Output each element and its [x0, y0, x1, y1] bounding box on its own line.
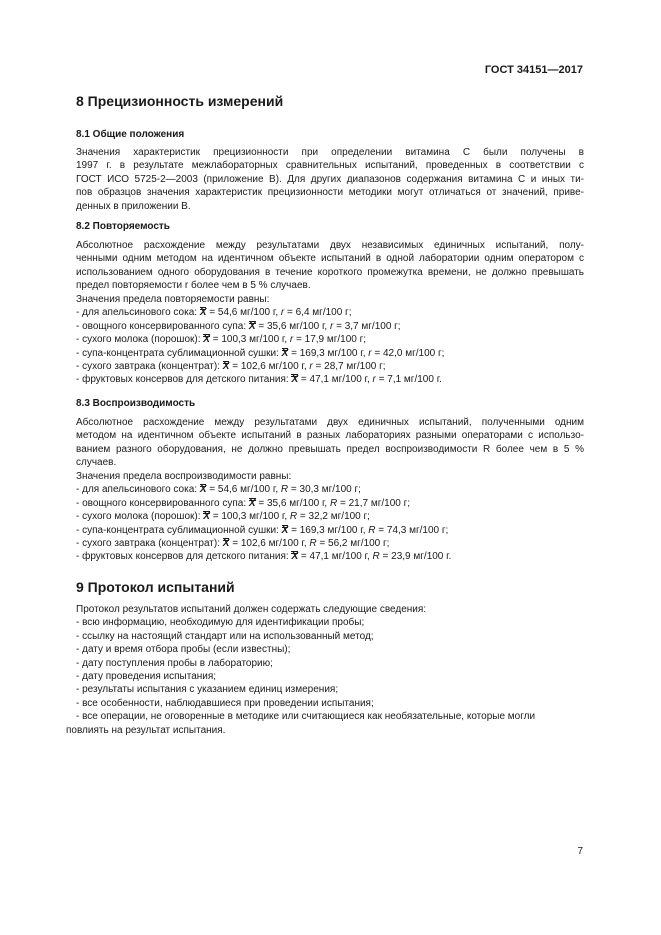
mean-x-symbol: X [281, 347, 289, 359]
section-8-2-text [76, 239, 584, 293]
section-8-title: 8 Прецизионность измерений [76, 93, 284, 109]
limit-symbol: r [280, 307, 285, 319]
list-item: - все операции, не оговоренные в методике или считающиеся как необязательные, которые могли [76, 711, 536, 723]
list-item [76, 510, 584, 523]
page-number: 7 [577, 846, 583, 857]
list-item: - дату проведения испытания; [76, 671, 217, 683]
mean-value: = 35,6 мг/100 г, [258, 497, 330, 509]
section-8-3-text [76, 416, 584, 470]
limit-symbol: r [372, 374, 376, 386]
limit-value: = 56,2 мг/100 г; [316, 538, 390, 550]
standard-code: ГОСТ 34151—2017 [484, 64, 583, 76]
limit-value: = 21,7 мг/100 г; [337, 497, 411, 509]
list-intro: Протокол результатов испытаний должен содержать следующие сведения: [76, 604, 427, 615]
limit-symbol: R [368, 524, 376, 536]
limit-value: = 74,3 мг/100 г; [375, 524, 449, 536]
list-intro: Значения предела воспроизводимости равны: [76, 471, 292, 482]
list-item [76, 537, 584, 550]
list-item [76, 347, 584, 360]
list-item: - результаты испытания с указанием единиц измерения; [76, 684, 339, 696]
limit-value: = 28,7 мг/100 г; [312, 361, 386, 373]
text-line: ванием разного оборудования, не должно превышать предел воспроизводимости R более чем в 5 % [76, 443, 584, 455]
list-item: - дату поступления пробы в лабораторию; [76, 657, 273, 669]
list-item [76, 333, 584, 346]
limit-value: = 3,7 мг/100 г; [333, 320, 401, 332]
mean-x-symbol: X [281, 524, 289, 536]
mean-value: = 54,6 мг/100 г, [209, 307, 281, 319]
text-line: Абсолютное расхождение между результатами двух независимых единичных испытаний, полу- [76, 240, 584, 251]
mean-value: = 54,6 мг/100 г, [209, 484, 281, 496]
text-line: пов образцов значения характеристик прецизионности методики могут отличаться от значений, приве- [76, 187, 584, 199]
mean-x-symbol: X [222, 361, 230, 373]
protocol-list [66, 603, 584, 737]
limit-value: = 23,9 мг/100 г. [379, 551, 452, 563]
list-item [76, 360, 584, 373]
list-intro: Значения предела повторяемости равны: [76, 294, 270, 305]
limit-value: = 7,1 мг/100 г. [375, 374, 442, 386]
text-line: 1997 г. в результате межлабораторных сравнительных испытаний, проведенных в соответствии с [76, 160, 584, 172]
item-label: - овощного консервированного супа: [76, 320, 249, 332]
mean-value: = 47,1 мг/100 г, [300, 551, 373, 563]
limit-value: = 32,2 мг/100 г; [297, 511, 370, 523]
reproducibility-list [76, 470, 584, 564]
mean-value: = 169,3 мг/100 г, [291, 347, 369, 359]
item-label: - овощного консервированного супа: [76, 497, 249, 509]
mean-value: = 100,3 мг/100 г, [212, 511, 290, 523]
mean-x-symbol: X [203, 511, 210, 523]
text-line: Абсолютное расхождение между результатами двух единичных испытаний, полученными одним [76, 417, 584, 428]
list-item: - дату и время отбора пробы (если известны); [76, 644, 291, 656]
text-line: методом на идентичном объекте испытаний в разных лабораториях разными операторами с использо- [76, 430, 584, 442]
limit-symbol: R [309, 538, 317, 550]
item-label: - сухого молока (порошок): [76, 511, 204, 523]
item-label: - фруктовых консервов для детского питания: [76, 551, 292, 563]
mean-x-symbol: X [248, 497, 256, 509]
text-line: предел повторяемости r более чем в 5 % случаев. [76, 280, 311, 292]
list-item-continuation: повлиять на результат испытания. [66, 724, 226, 736]
limit-value: = 6,4 мг/100 г; [284, 307, 352, 319]
mean-value: = 102,6 мг/100 г, [232, 538, 310, 550]
mean-x-symbol: X [199, 484, 207, 496]
limit-symbol: R [372, 551, 380, 563]
list-item [76, 483, 584, 496]
limit-symbol: r [289, 334, 294, 346]
item-label: - сухого завтрака (концентрат): [76, 361, 223, 373]
mean-x-symbol: X [291, 374, 299, 386]
list-item [76, 306, 584, 319]
list-item: - ссылку на настоящий стандарт или на использованный метод; [76, 630, 374, 642]
limit-symbol: r [329, 320, 334, 332]
mean-x-symbol: X [248, 320, 256, 332]
limit-symbol: r [368, 347, 372, 359]
item-label: - сухого завтрака (концентрат): [76, 538, 223, 550]
mean-x-symbol: X [222, 538, 230, 550]
item-label: - супа-концентрата сублимационной сушки: [76, 347, 282, 359]
list-item: - всю информацию, необходимую для идентификации пробы; [76, 617, 365, 629]
item-label: - фруктовых консервов для детского питания: [76, 374, 292, 386]
text-line: денных в приложении В. [76, 200, 191, 212]
text-line: ченными одним методом на идентичном объекте испытаний в одной лаборатории одним оператором с [76, 253, 584, 265]
section-8-2-title: 8.2 Повторяемость [76, 221, 170, 232]
section-8-3-title: 8.3 Воспроизводимость [76, 398, 196, 409]
item-label: - для апельсинового сока: [76, 484, 200, 496]
mean-value: = 169,3 мг/100 г, [291, 524, 369, 536]
limit-symbol: R [289, 511, 298, 523]
list-item [76, 320, 584, 333]
mean-value: = 47,1 мг/100 г, [300, 374, 373, 386]
section-8-1-text [76, 146, 584, 213]
mean-x-symbol: X [199, 307, 207, 319]
limit-value: = 42,0 мг/100 г; [371, 347, 445, 359]
repeatability-list [76, 293, 584, 387]
limit-symbol: R [329, 497, 338, 509]
mean-x-symbol: X [203, 334, 210, 346]
text-line: случаев. [76, 457, 117, 469]
limit-symbol: r [309, 361, 313, 373]
list-item: - все особенности, наблюдавшиеся при проведении испытания; [76, 697, 374, 709]
list-item [76, 524, 584, 537]
limit-symbol: R [280, 484, 289, 496]
list-item [76, 373, 584, 386]
text-line: Значения характеристик прецизионности при определении витамина С были получены в [76, 147, 584, 158]
list-item [76, 550, 584, 563]
list-item [76, 497, 584, 510]
limit-value: = 30,3 мг/100 г; [288, 484, 361, 496]
text-line: использованием одного оборудования в течение короткого промежутка времени, не должно превышать [76, 266, 584, 278]
section-9-title: 9 Протокол испытаний [76, 579, 235, 595]
item-label: - сухого молока (порошок): [76, 334, 204, 346]
mean-x-symbol: X [291, 551, 299, 563]
mean-value: = 102,6 мг/100 г, [232, 361, 310, 373]
section-8-1-title: 8.1 Общие положения [76, 129, 185, 140]
mean-value: = 35,6 мг/100 г, [258, 320, 330, 332]
limit-value: = 17,9 мг/100 г; [293, 334, 367, 346]
text-line: ГОСТ ИСО 5725-2—2003 (приложение В). Для других диапазонов содержания витамина С и иных ти- [76, 173, 584, 185]
item-label: - для апельсинового сока: [76, 307, 200, 319]
mean-value: = 100,3 мг/100 г, [212, 334, 290, 346]
item-label: - супа-концентрата сублимационной сушки: [76, 524, 282, 536]
